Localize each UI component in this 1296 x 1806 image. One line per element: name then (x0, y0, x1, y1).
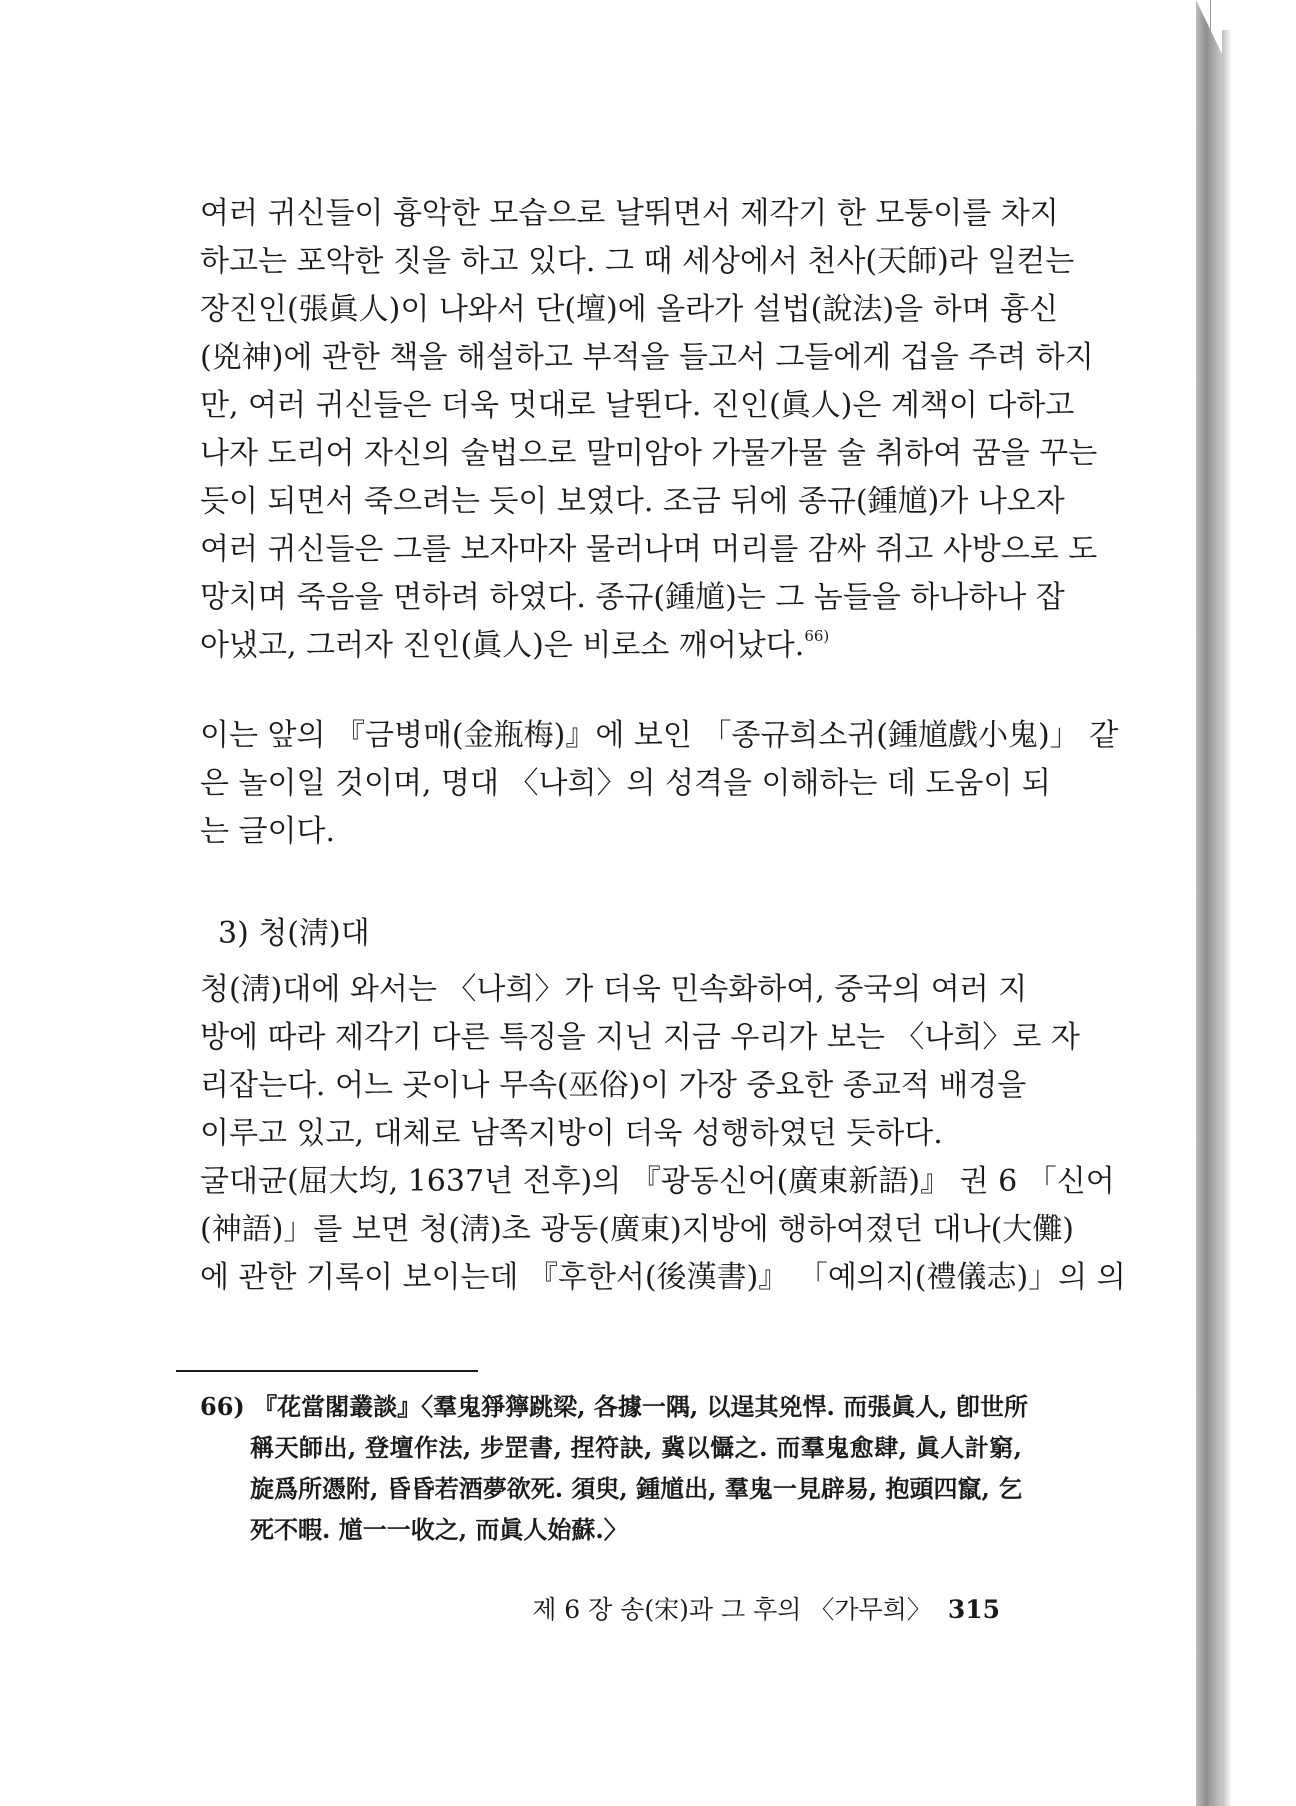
footnote-reference: 66) (804, 627, 830, 645)
footnote-66 (200, 1386, 1028, 1550)
running-footer (480, 1590, 1000, 1630)
quote-line: 여러 귀신들은 그를 보자마자 물러나며 머리를 감싸 쥐고 사방으로 도 (200, 532, 1098, 567)
paragraph-line: 청(淸)대에 와서는 〈나희〉가 더욱 민속화하여, 중국의 여러 지 (200, 972, 1028, 1007)
page-number: 315 (947, 1595, 1000, 1624)
page-edge-shadow (1222, 30, 1232, 1806)
chapter-title: 제 6 장 송(宋)과 그 후의 〈가무희〉 (532, 1595, 932, 1624)
page-curl-edge (1196, 0, 1222, 1806)
footnote-line: 旋爲所憑附, 昏昏若酒夢欲死. 須臾, 鍾馗出, 羣鬼一見辟易, 抱頭四竄, 乞 (250, 1474, 1023, 1503)
quote-line: 만, 여러 귀신들은 더욱 멋대로 날뛴다. 진인(眞人)은 계책이 다하고 (200, 388, 1075, 423)
paragraph-line: 이는 앞의 『금병매(金瓶梅)』에 보인 「종규희소귀(鍾馗戲小鬼)」 같 (200, 718, 1119, 753)
quote-line: 하고는 포악한 짓을 하고 있다. 그 때 세상에서 천사(天師)라 일컫는 (200, 244, 1075, 279)
paragraph-line: (神語)」를 보면 청(淸)초 광동(廣東)지방에 행하여졌던 대나(大儺) (200, 1212, 1074, 1247)
quote-line: 나자 도리어 자신의 술법으로 말미암아 가물가물 술 취하여 꿈을 꾸는 (200, 436, 1098, 471)
paragraph-line: 리잡는다. 어느 곳이나 무속(巫俗)이 가장 중요한 종교적 배경을 (200, 1068, 1027, 1103)
quote-line: 망치며 죽음을 면하려 하였다. 종규(鍾馗)는 그 놈들을 하나하나 잡 (200, 580, 1065, 615)
paragraph-line: 이루고 있고, 대체로 남쪽지방이 더욱 성행하였던 듯하다. (200, 1116, 943, 1151)
paragraph-line: 방에 따라 제각기 다른 특징을 지닌 지금 우리가 보는 〈나희〉로 자 (200, 1020, 1080, 1055)
quote-line: (兇神)에 관한 책을 해설하고 부적을 들고서 그들에게 겁을 주려 하지 (200, 340, 1094, 375)
paragraph-line: 에 관한 기록이 보이는데 『후한서(後漢書)』 「예의지(禮儀志)」의 의 (200, 1260, 1126, 1295)
footnote-divider (176, 1370, 478, 1372)
quote-line: 장진인(張眞人)이 나와서 단(壇)에 올라가 설법(說法)을 하며 흉신 (200, 292, 1059, 327)
footnote-line: 稱天師出, 登壇作法, 步罡書, 捏符訣, 冀以懾之. 而羣鬼愈肆, 眞人計窮, (250, 1433, 1022, 1462)
paragraph-line: 은 놀이일 것이며, 명대 〈나희〉의 성격을 이해하는 데 도움이 되 (200, 766, 1051, 801)
footnote-line: 死不暇. 馗一一收之, 而眞人始蘇.〉 (250, 1515, 628, 1544)
quote-line: 듯이 되면서 죽으려는 듯이 보였다. 조금 뒤에 종규(鍾馗)가 나오자 (200, 484, 1065, 519)
paragraph-qing (200, 966, 1126, 1302)
paragraph-line: 는 글이다. (200, 814, 335, 849)
footnote-line: 66) 『花當閣叢談』〈羣鬼猙獰跳梁, 各據一隅, 以逞其兇悍. 而張眞人, 卽世所 (200, 1392, 1028, 1421)
quote-line-text: 아냈고, 그러자 진인(眞人)은 비로소 깨어났다. (200, 628, 805, 663)
quoted-passage (200, 190, 1098, 670)
quote-line: 여러 귀신들이 흉악한 모습으로 날뛰면서 제각기 한 모퉁이를 차지 (200, 196, 1059, 231)
section-heading: 3) 청(淸)대 (218, 916, 370, 951)
paragraph-commentary (200, 712, 1119, 856)
paragraph-line: 굴대균(屈大均, 1637년 전후)의 『광동신어(廣東新語)』 권 6 「신어 (200, 1164, 1115, 1199)
quote-line-last (200, 622, 1022, 670)
